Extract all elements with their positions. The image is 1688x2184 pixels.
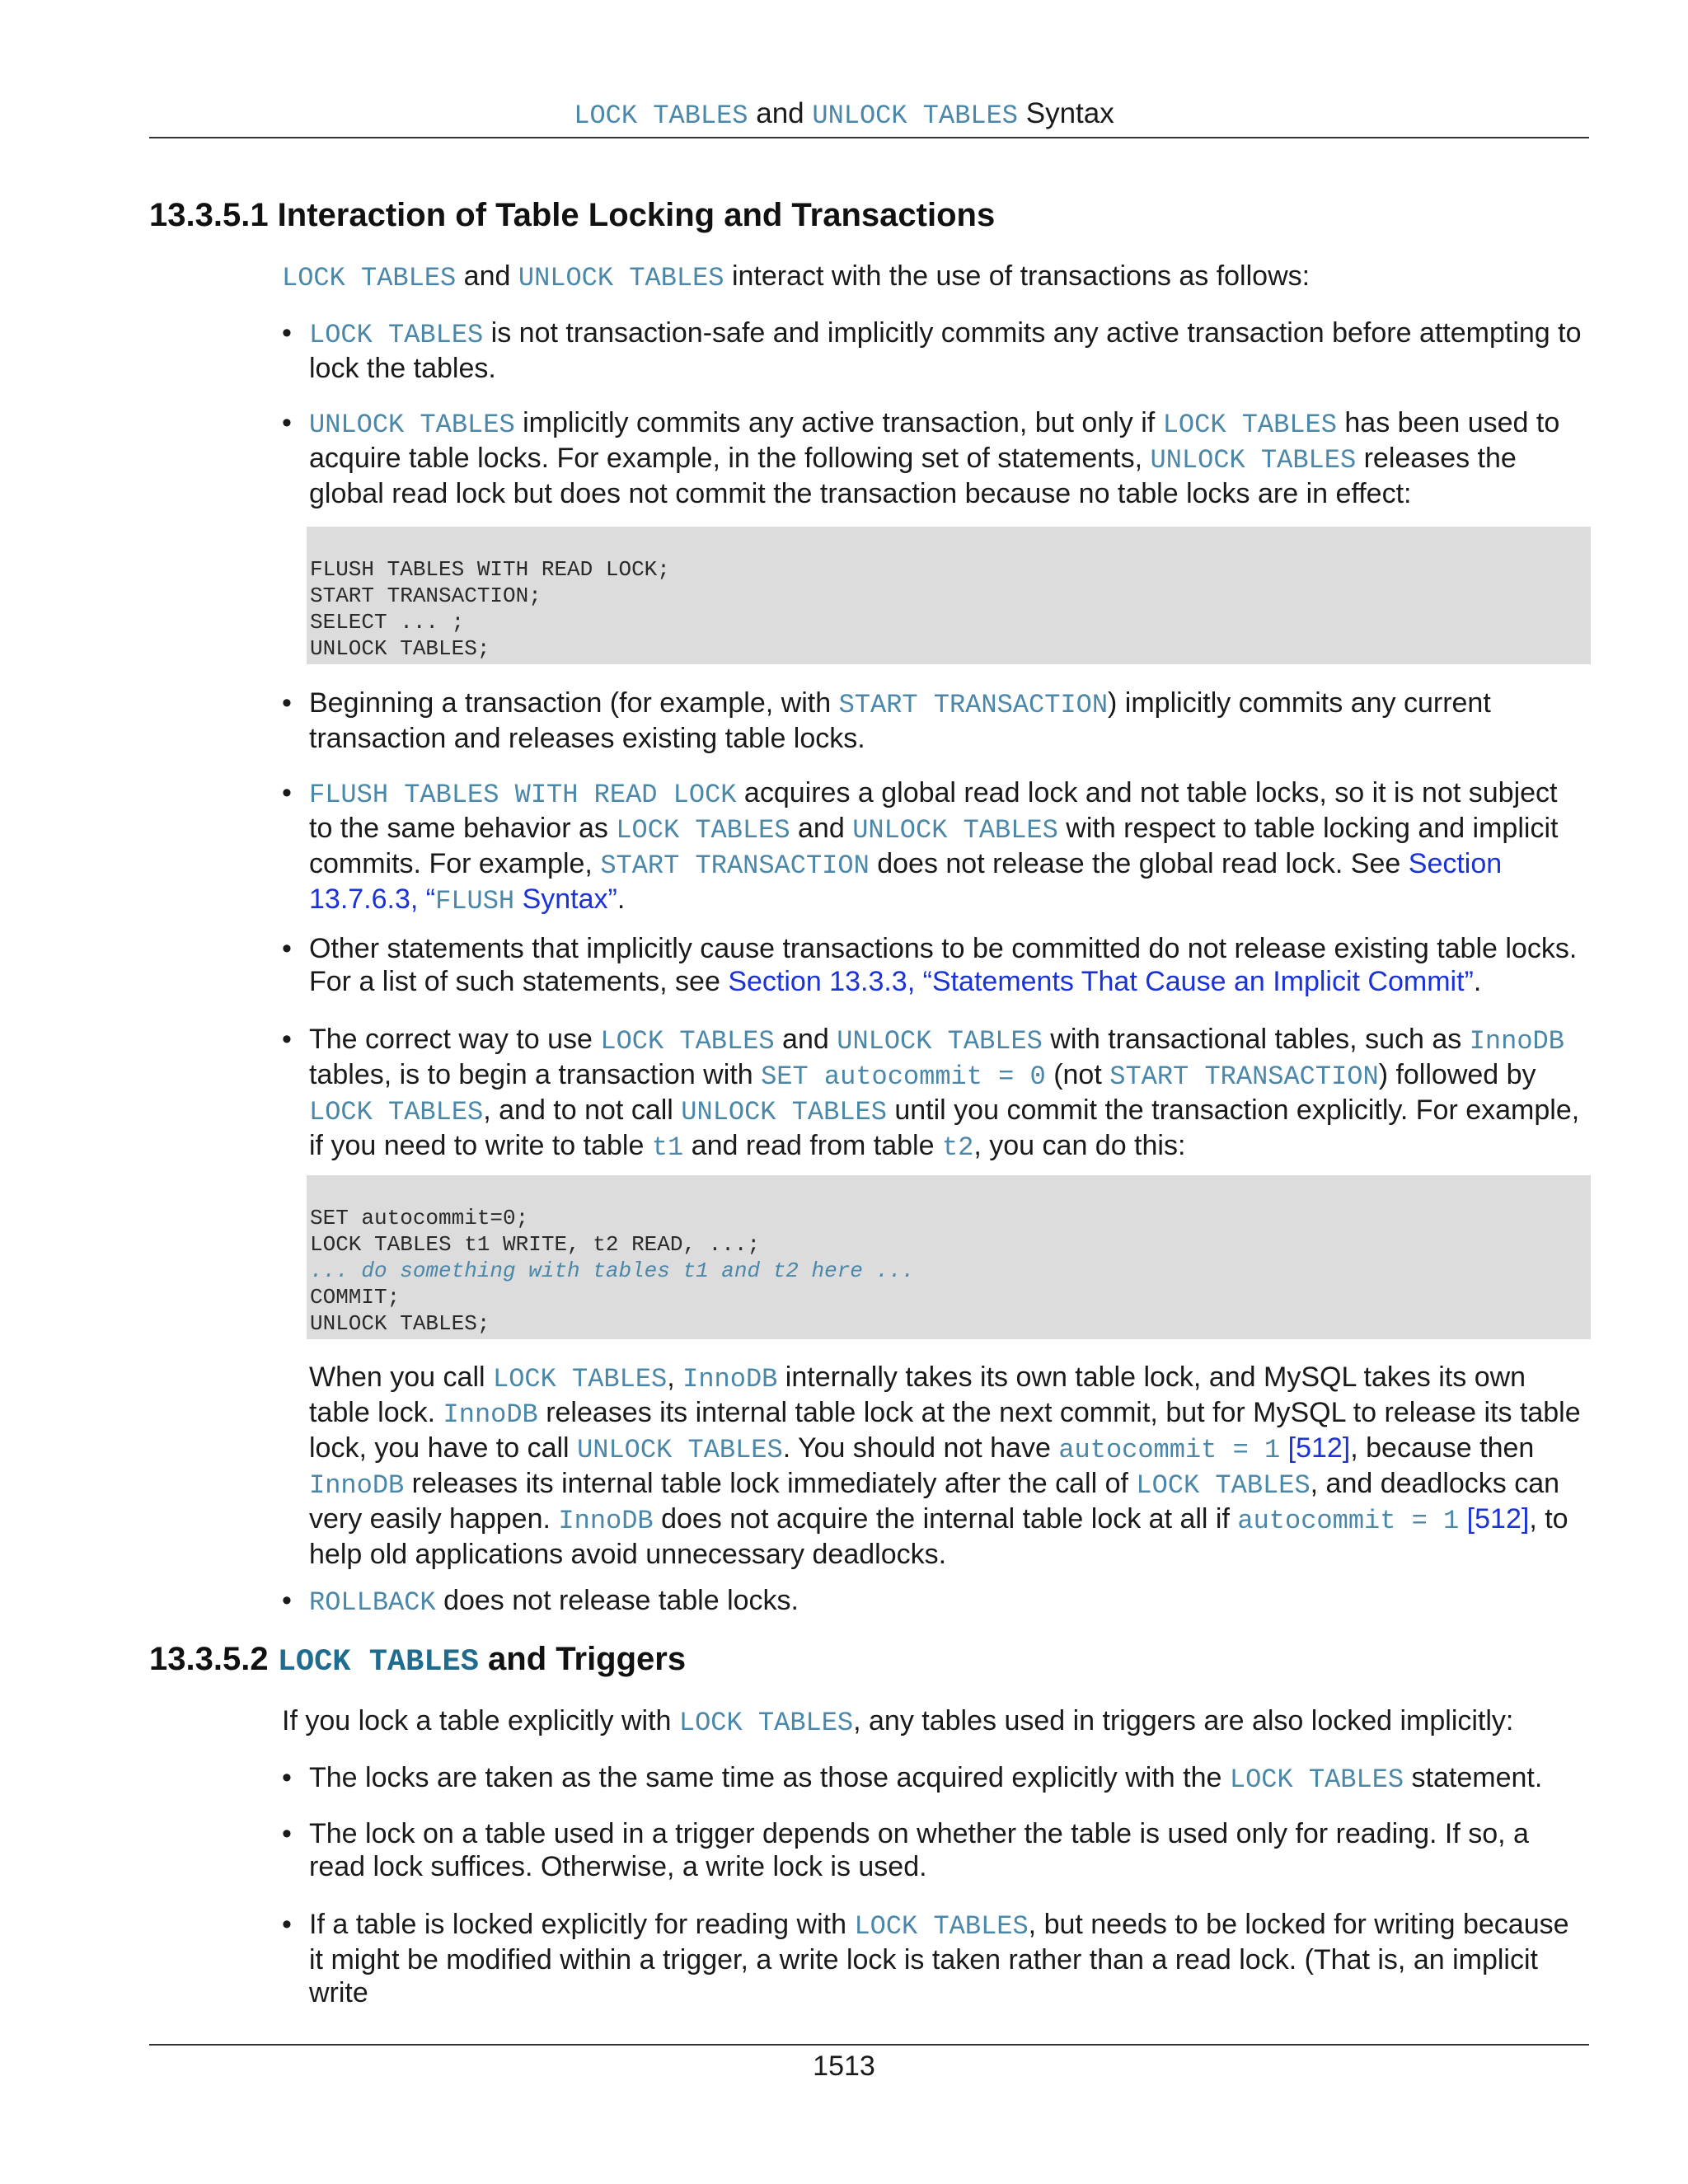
code-ref: InnoDB xyxy=(443,1399,538,1430)
code-ref: FLUSH TABLES WITH READ LOCK xyxy=(309,780,737,810)
text: . xyxy=(1473,966,1482,997)
text: , but needs to be locked for writing because it might be modified within a trigger, a write lock is taken rather than a read lock. (That is, an implicit write xyxy=(309,1909,1569,2008)
section-title-text: and Triggers xyxy=(478,1641,687,1677)
code-ref: UNLOCK TABLES xyxy=(1150,445,1357,476)
code-ref: LOCK TABLES xyxy=(493,1364,668,1394)
section2-intro xyxy=(282,1704,1588,1740)
text: interact with the use of transactions as follows: xyxy=(724,260,1311,292)
text: does not release table locks. xyxy=(435,1585,799,1616)
text: and read from table xyxy=(683,1130,942,1161)
code-ref: LOCK TABLES xyxy=(854,1911,1029,1942)
text: until you commit the transaction explicitly. For example, if you need to write to table xyxy=(309,1094,1580,1161)
code-ref: LOCK TABLES xyxy=(1229,1765,1404,1795)
text: ) implicitly commits any current transaction and releases existing table locks. xyxy=(309,687,1491,754)
text: and xyxy=(456,260,518,292)
text: with respect to table locking and implicit commits. For example, xyxy=(309,813,1559,879)
text: implicitly commits any active transaction, but only if xyxy=(514,407,1163,438)
section-number: 13.3.5.2 xyxy=(149,1641,278,1677)
text: statement. xyxy=(1404,1762,1543,1793)
text: internally takes its own table lock, and MySQL takes its own table lock. xyxy=(309,1361,1526,1428)
code-ref: InnoDB xyxy=(682,1364,778,1394)
code-block-autocommit xyxy=(307,1175,1591,1339)
code-ref: LOCK TABLES xyxy=(678,1708,854,1738)
list-item xyxy=(282,1761,1588,1797)
text: with transactional tables, such as xyxy=(1042,1024,1470,1055)
code-ref: LOCK TABLES xyxy=(1136,1470,1311,1501)
text: ) followed by xyxy=(1378,1059,1536,1090)
text: . xyxy=(617,883,626,915)
text: releases its internal table lock at the next commit, but for MySQL to release its table lock, you have to call xyxy=(309,1397,1581,1464)
header-code-unlock-tables: UNLOCK TABLES xyxy=(812,101,1018,131)
code-ref: autocommit = 1 xyxy=(1237,1506,1460,1536)
code-ref: UNLOCK TABLES xyxy=(837,1026,1043,1057)
text: has been used to acquire table locks. For example, in the following set of statements, xyxy=(309,407,1560,474)
header-text-and: and xyxy=(748,97,813,129)
text: , you can do this: xyxy=(973,1130,1186,1161)
code-line: COMMIT; xyxy=(310,1285,401,1310)
bullet-icon: • xyxy=(282,1585,292,1616)
list-item xyxy=(282,932,1588,998)
code-line: UNLOCK TABLES; xyxy=(310,1311,490,1336)
code-line: FLUSH TABLES WITH READ LOCK; xyxy=(310,557,670,582)
section1-intro xyxy=(282,260,1588,295)
list-item xyxy=(282,776,1588,918)
code-ref: ROLLBACK xyxy=(309,1587,436,1618)
text: and xyxy=(774,1024,837,1055)
text: tables, is to begin a transaction with xyxy=(309,1059,762,1090)
text: If a table is locked explicitly for reading with xyxy=(309,1909,855,1940)
text: (not xyxy=(1045,1059,1110,1090)
link-autocommit-ref[interactable]: [512] xyxy=(1459,1503,1530,1535)
code-ref: START TRANSACTION xyxy=(600,851,870,881)
code-ref: InnoDB xyxy=(309,1470,405,1501)
code-ref: LOCK TABLES xyxy=(309,1097,484,1127)
bullet-icon: • xyxy=(282,1762,292,1793)
text: , xyxy=(667,1361,683,1393)
text: , any tables used in triggers are also locked implicitly: xyxy=(853,1705,1514,1736)
code-ref: UNLOCK TABLES xyxy=(577,1435,783,1465)
bullet-icon: • xyxy=(282,407,292,438)
list-item xyxy=(282,1584,1588,1619)
bullet-icon: • xyxy=(282,1909,292,1940)
link-text: Syntax” xyxy=(514,883,617,915)
code-ref: LOCK TABLES xyxy=(1162,410,1337,440)
list-item xyxy=(282,1817,1588,1883)
code-ref: t2 xyxy=(941,1132,974,1163)
section-title-code: LOCK TABLES xyxy=(277,1645,479,1680)
code-ref: START TRANSACTION xyxy=(1109,1062,1379,1092)
list-item xyxy=(282,1908,1588,2009)
code-ref: UNLOCK TABLES xyxy=(852,815,1058,846)
text: releases the global read lock but does not commit the transaction because no table locks are in effect: xyxy=(309,443,1517,509)
text: acquires a global read lock and not table locks, so it is not subject to the same behavior as xyxy=(309,777,1558,844)
code-ref: SET autocommit = 0 xyxy=(761,1062,1046,1092)
header-code-lock-tables: LOCK TABLES xyxy=(574,101,748,131)
code-ref: autocommit = 1 xyxy=(1058,1435,1281,1465)
text: , because then xyxy=(1350,1432,1535,1464)
list-item xyxy=(282,687,1588,755)
section-title-13-3-5-1: 13.3.5.1 Interaction of Table Locking and Transactions xyxy=(149,197,996,233)
text: Other statements that implicitly cause transactions to be committed do not release existing table locks. For a list of such statements, see xyxy=(309,933,1578,997)
text: , and deadlocks can very easily happen. xyxy=(309,1468,1560,1535)
text: does not acquire the internal table lock at all if xyxy=(653,1503,1238,1535)
code-comment-line: ... do something with tables t1 and t2 here ... xyxy=(310,1258,915,1283)
running-header xyxy=(0,96,1688,134)
page-number: 1513 xyxy=(813,2050,875,2082)
code-ref: t1 xyxy=(651,1132,684,1163)
list-item xyxy=(282,316,1588,385)
code-ref: InnoDB xyxy=(558,1506,654,1536)
bullet-icon: • xyxy=(282,1818,292,1849)
code-block-flush xyxy=(307,527,1591,664)
text: is not transaction-safe and implicitly commits any active transaction before attempting to lock the tables. xyxy=(309,317,1582,384)
text: releases its internal table lock immediately after the call of xyxy=(404,1468,1137,1499)
text: does not release the global read lock. See xyxy=(869,848,1409,879)
link-text: Section 13.7.6.3, “ xyxy=(309,848,1503,915)
link-autocommit-ref[interactable]: [512] xyxy=(1280,1432,1351,1464)
text: and xyxy=(790,813,853,844)
header-text-syntax: Syntax xyxy=(1018,97,1114,129)
code-ref: LOCK TABLES xyxy=(282,263,457,293)
code-ref: LOCK TABLES xyxy=(616,815,790,846)
code-ref: UNLOCK TABLES xyxy=(309,410,515,440)
code-ref: LOCK TABLES xyxy=(309,320,484,350)
code-line: UNLOCK TABLES; xyxy=(310,636,490,661)
code-line: START TRANSACTION; xyxy=(310,583,542,608)
code-ref: InnoDB xyxy=(1469,1026,1564,1057)
code-line: SELECT ... ; xyxy=(310,610,465,635)
code-ref: START TRANSACTION xyxy=(838,690,1109,720)
text: , and to not call xyxy=(483,1094,682,1126)
bullet-icon: • xyxy=(282,317,292,349)
text: The correct way to use xyxy=(309,1024,601,1055)
text: When you call xyxy=(309,1361,493,1393)
bullet-icon: • xyxy=(282,777,292,808)
bullet-icon: • xyxy=(282,687,292,719)
list-item xyxy=(282,1023,1588,1165)
text: , to help old applications avoid unnecessary deadlocks. xyxy=(309,1503,1568,1570)
code-line: LOCK TABLES t1 WRITE, t2 READ, ...; xyxy=(310,1232,761,1257)
header-divider xyxy=(149,137,1589,138)
bullet-icon: • xyxy=(282,1024,292,1055)
code-ref: UNLOCK TABLES xyxy=(518,263,724,293)
link-code: FLUSH xyxy=(435,886,515,916)
section-title-13-3-5-2 xyxy=(149,1638,686,1683)
code-ref: LOCK TABLES xyxy=(600,1026,775,1057)
code-line: SET autocommit=0; xyxy=(310,1206,529,1230)
innodb-explanation xyxy=(309,1361,1588,1571)
list-item xyxy=(282,406,1588,510)
footer-divider xyxy=(149,2044,1589,2046)
text: The locks are taken as the same time as those acquired explicitly with the xyxy=(309,1762,1230,1793)
text: The lock on a table used in a trigger depends on whether the table is used only for reading. If so, a read lock suffices. Otherwise, a write lock is used. xyxy=(309,1818,1529,1882)
text: If you lock a table explicitly with xyxy=(282,1705,679,1736)
link-implicit-commit[interactable]: Section 13.3.3, “Statements That Cause an Implicit Commit” xyxy=(728,966,1474,997)
text: Beginning a transaction (for example, with xyxy=(309,687,839,719)
code-ref: UNLOCK TABLES xyxy=(681,1097,887,1127)
text: . You should not have xyxy=(782,1432,1059,1464)
bullet-icon: • xyxy=(282,933,292,964)
